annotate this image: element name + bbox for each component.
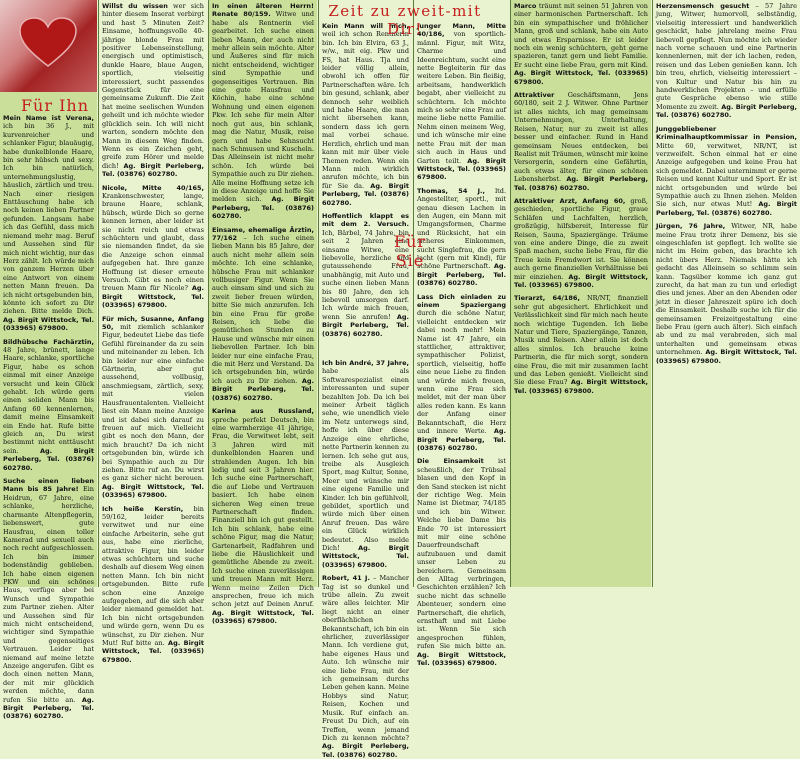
ad-text: spreche perfekt Deutsch, bin eine warmherzige 41 jährige, Frau, die Verwitwet lebt, seit 3 Jahren wird mit dunkelblonden Haaren und strahlenden Augen. Ich bin ledig und seit 3 Jahren hier. Ich suche eine Partnerschaft, die auf Liebe und Vertrauen basiert. Ich habe einen sicheren Weg einen treue Partnerschaft finden. Finanziell bin ich gut gestellt. Ich bin schlank, habe eine schöne Figur, mag die Natur, Gartenarbeit, Radfahren und liebe die Häuslichkeit und gemütliche Abende zu zweit. Ich suche einen zuverlässigen und treuen Mann mit Herz. Wenn meine Zeilen Dich ansprechen, freue ich mich schon jetzt auf Deinen Anruf.	[212, 415, 314, 609]
ad-agency: Ag. Birgit Perleberg, Tel. (03876) 602780.	[417, 427, 506, 452]
ad-text: 48 Jahre, brünett, lange Haare, schlanke, sportliche Figur, habe es schon einmal mit einer Anzeige versucht und kein Glück gehabt. Ich würde gern einen soliden Mann bis Anfang 60 kennenlernen, damit meine Einsamkeit ein Ende hat. Rufe bitte gleich an, Du wirst bestimmt nicht enttäuscht sein.	[3, 345, 94, 455]
ad-willst-du-wissen	[102, 2, 204, 179]
ad-jens	[514, 91, 648, 192]
ad-kerstin	[102, 505, 204, 665]
ad-lead: Für mich, Susanne, Anfang 50,	[102, 314, 204, 332]
ad-lead: Attraktiver Arzt, Anfang 60,	[514, 196, 626, 205]
ad-lead: Kein Mann will mich,	[322, 22, 409, 30]
ad-agency: Ag. Birgit Wittstock, Tel. (033965) 679800.	[212, 608, 314, 626]
ad-text: weil ich schon Rentnerin bin. Ich bin Elvira, 63 J., w/w., mit eig. Pkw und FS, hat Haus. Tja und leider völlig allein, obwohl ich offen für Partnerschaften wäre. Ich bin gesund, schlank, aber dennoch sehr weiblich und habe Haare, die man nicht übersehen kann, sondern dass ich gern mal vorbei schaue. Herzlich, ehrlich und man kann mit mir über viele Themen reden. Wenn ein Mann mich wirklich anrufen möchte, ich bin für Sie da.	[322, 30, 409, 190]
ad-agency: Ag. Birgit Wittstock, Tel. (033965) 679800.	[102, 482, 204, 500]
column-4	[319, 0, 412, 759]
ad-lead: Ich heiße Kerstin,	[102, 504, 184, 513]
heading-fuer-sie: Für Sie	[393, 232, 427, 270]
ad-dietmar	[417, 457, 506, 667]
ad-lead: Ich bin André, 37 Jahre,	[322, 359, 409, 368]
ad-lead: Junggebliebener Kriminalhauptkommissar in Pension,	[656, 124, 797, 142]
column-5	[414, 0, 509, 668]
ad-karina	[212, 407, 314, 626]
ad-text: Krankenschwester, lange, braune Haare, schlank, hübsch, würde Dich so gerne kennen lernen, aber leider ist sie nicht reich und etwas schüchtern und glaubt, dass sie niemanden findet, da sie die Anzeige schon einmal aufgegeben hat. Ihre ganze Hoffnung ist dieser erneute Versuch. Gibt es noch einen treuen Mann für Nicole?	[102, 191, 204, 293]
ad-robert	[322, 574, 409, 759]
ad-spaziergang	[417, 293, 506, 453]
ad-agency: Ag. Birgit Wittstock, Tel. (033965) 679800.	[656, 348, 797, 365]
ad-agency: Ag. Birgit Wittstock, Tel. (033965) 679800.	[417, 156, 506, 182]
ad-lead: In einen älteren Herrn! Renate 80/159.	[212, 2, 314, 19]
ad-nicole	[102, 184, 204, 310]
ad-text: mit ziemlich schlanker Figur, bedeutet Liebe das tiefe Gefühl füreinander da zu sein und miteinander zu leben. Ich bin leider nur eine einfache Gärtnerin, aber gut aussehend, vollbusig, anschmiegsam, zärtlich, sexy, mit vielen Hausfrauentalenten. Vielleicht liest ein Mann meine Anzeige und ist dabei sich darauf zu freuen auf mich. Vielleicht gibt es noch den Mann, der mich braucht? Da ich nicht ortsgebunden bin, würde ich bei Sympathie auch zu Dir ziehen. Bitte ruf an. Du wirst es ganz sicher nicht bereuen.	[102, 323, 204, 483]
column-2	[99, 0, 207, 664]
ad-tierarzt	[514, 294, 648, 395]
ad-text: Mitte 60, verwitwet, NR/NT, ist verzweifelt. Schon einmal hat er eine Anzeige aufgegeben und keine Frau hat sich gemeldet. Dabei unternimmt er gerne Reisen und kennt Kultur und Sport. Er ist nicht ortsgebunden und würde bei Sympathie auch zu Ihnen ziehen. Melden Sie sich, nur etwas Mut!	[656, 141, 797, 209]
ad-juergen	[656, 222, 797, 365]
ad-heidrun	[3, 477, 94, 721]
ad-agency: Ag. Birgit Perleberg, Tel. (03876) 602780.	[322, 742, 409, 759]
ad-agency: Ag. Birgit Wittstock, Tel. (033965) 679800.	[322, 543, 409, 569]
ad-agency: Ag. Birgit Perleberg, Tel. (03876) 602780.	[656, 200, 797, 217]
column-4-subheader-space	[322, 343, 409, 359]
ad-lead: Bildhübsche Fachärztin,	[3, 337, 94, 346]
ad-text: – Ich suche einen lieben Mann bis 85 Jahre, der auch nicht mehr allein sein möchte. Ich eine schlanke, hübsche Frau mit schlanker vollbusiger Figur. Wenn Sie auch einsam sind und sich zu zweit lieber freuen würden, bitte Sie mich anzurufen. Ich bin eine Frau für große Reisen, ich liebe die gemütlichen Stunden zu Hause und wünsche mir einen liebevollen Partner. Ich bin leider nur eine einfache Frau, die mit Herz und Verstand. Da ich ortsgebunden bin, würde ich auch zu Dir ziehen.	[212, 233, 314, 385]
column-6	[511, 0, 651, 587]
ad-elvira	[322, 22, 409, 207]
heading-fuer-ihn: Für Ihn	[20, 96, 90, 115]
ad-agency: Ag. Birgit Perleberg, Tel. (03876) 602780.	[102, 161, 204, 179]
ad-verena	[3, 114, 94, 333]
ad-lead: Die Einsamkeit	[417, 457, 484, 466]
ad-text: groß, geschieden, sportliche Figur, graue Schläfen und Lachfalten, herzlich, großzügig, hilfsbereit, Interesse für Reisen, Sauna, Spaziergänge. Träume von eine andere Dinge, die zu zweit Spaß machen, suche liebe Frau, für die Treue kein Fremdwort ist. Sie können auch gerne finanziellen Verhältnisse bei mir einziehen.	[514, 196, 648, 281]
ad-lead: Herzensmensch gesucht	[656, 2, 750, 10]
ad-lead: Thomas, 54 J.,	[417, 186, 485, 195]
ad-text: Witwe und habe als Rentnerin viel gearbeitet. Ich suche einen lieben Mann, der auch nicht mehr allein sein möchte. Alter und Äußeres sind für mich nicht entscheidend, wichtiger sind Sympathie und gegenseitiges Vertrauen. Bin eine gute Hausfrau und Köchin, habe eine schöne Wohnung und einen eigenen Pkw. Ich sehe für mein Alter noch gut aus, bin schlank, mag die Natur, Musik, reise gern und habe Sehnsucht nach Schmusen und Kuscheln. Das Alleinsein ist nicht mehr schön. Ich würde bei Sympathie auch zu Dir ziehen. Alle meine Hoffnung setze ich in diese Anzeige und hoffe Sie melden sich.	[212, 10, 314, 204]
ad-text: Ich, Bärbel, 74 Jahre, bin seit 2 Jahren eine einsame Witwe, eine liebevolle, herzliche und gutaussehende Frau, unabhängig, mit Auto und suche einen lieben Mann bis 80 Jahre, den ich liebevoll umsorgen darf. Ich würde mich freuen, wenn Sie anrufen!	[322, 228, 409, 321]
ad-lead: Tierarzt, 64/186,	[514, 294, 580, 303]
ad-lead: Karina aus Russland,	[212, 407, 314, 416]
hearts-photo	[0, 0, 97, 92]
ad-text: NR/NT, finanziell sehr gut abgesichert. Ehrlichkeit und Verlässlichkeit sind für mich nach heute noch wichtige Tugenden. Ich liebe Natur und Tiere, Spaziergänge, Tanzen, Musik und Reisen. Aber allein ist doch alles sinnlos. Ich brauche keine Partnerin, die für mich sorgt, sondern eine Frau, die mit mir zusammen lacht und das Leben genießt. Vielleicht sind Sie diese Frau?	[514, 294, 648, 387]
ad-lead: Mein Name ist Verena,	[3, 114, 94, 122]
column-7	[653, 0, 800, 587]
ad-lead: Robert, 41 J.	[322, 574, 370, 583]
ad-text: Witwer, NR, habe meine Frau trotz ihrer Demenz, bis sie eingeschlafen ist gepflegt. Ich wollte sie nicht im Heim geben, das brachte ich nicht übers Herz. Niemals hätte ich gedacht das Alleinsein so schlimm sein kann. Tagsüber komme ich ganz gut zurecht, da hat man zu tun und erledigt dies und jenes. Aber an den Abenden oder jetzt in dieser Jahreszeit spüre ich doch die Einsamkeit. Deshalb suche ich für die gemeinsamen Freizeitgestaltung eine liebe Frau (gern auch älter). Sich einfach ab und zu mal verabreden, sich mal unterhalten und gemeinsam etwas unternehmen.	[656, 222, 797, 357]
ad-lead: Junger Mann, Mitte 40/186,	[417, 22, 506, 39]
ad-agency: Ag. Birgit Perleberg, Tel. (03876) 602780.	[212, 376, 314, 402]
column-3	[209, 0, 317, 626]
ad-text: von sportlich-männl. Figur, mit Witz, Charme und Ideenreichtum, sucht eine nette Begleiterin für das weitere Leben. Bin fleißig, arbeitsam, handwerklich begabt, aber vielleicht zu schüchtern. Ich möchte mich so sehr eine Frau auf meine liebe nette Familie. Nehm einen meinem Weg, und ich wünsche mir eine nette Frau mit der man sich auch in Haus und Garten teilt.	[417, 30, 506, 165]
ad-text: ich bin 36 J., mit kurvenreicher und schlanker Figur, blauäugig, habe dunkelblonde Haare, bin sehr hübsch und sexy. Ich bin natürlich, unternehmungslustig, häuslich, zärtlich und treu. Nach einer riesigen Enttäuschung habe ich noch keinen lieben Partner gefunden. Langsam habe ich das Gefühl, dass mich niemand mehr mag. Beruf und Aussehen sind für mich nicht wichtig, nur das Herz zählt. Ich würde mich von ganzem Herzen über eine Antwort von einem netten Mann freuen. Da ich nicht ortsgebunden bin, könnte ich sofort zu Dir ziehen. Bitte melde Dich.	[3, 122, 95, 316]
ad-agency: Ag. Birgit Wittstock, Tel. (033965) 679800.	[514, 378, 648, 395]
ad-lead: Jürgen, 76 Jahre,	[656, 222, 726, 231]
ad-fachaerztin	[3, 338, 94, 473]
ad-text: träumt mit seinen 51 Jahren von einer harmonischen Partnerschaft. Ich bin ein sympathischer und fröhlicher Mann, groß und schlank, habe ein Auto und etwas Ersparnisse. Er ist leider noch ein wenig schüchtern, geht gerne spazieren, tanzt gern und liebt Familie. Er sucht eine liebe Frau, gern mit Kind.	[514, 2, 648, 69]
ad-text: durch die schöne Natur, vielleicht entdecken wir dabei noch mehr! Mein Name ist 47 Jahre, ein stattlicher, attraktiver, sympathischer Polizist, sportlich, vielseitig, hoffe eine neue Liebe zu finden und würde mich freuen, wenn eine Frau sich meldet, mit der man über alles reden kann. Es kann der Anfang einer Bekanntschaft, die Herz und innere Werte.	[417, 309, 506, 436]
ad-text: – Mancher Tag ist so dunkel und trübe allein. Zu zweit wäre alles leichter. Mir liegt nicht an einer oberflächlichen Bekanntschaft, ich bin ein ehrlicher, zuverlässiger Mann. Ich verdiene gut, habe eigenes Haus und Auto. Ich wünsche mir eine liebe Frau, mit der ich gemeinsam durchs Leben gehen kann. Meine Hobbys sind Natur, Reisen, Kochen und Musik. Ruf einfach an. Freust Du Dich, auf ein Treffen, wenn jemand Dich zu kennen möchte?	[322, 574, 409, 742]
ad-agency: Ag. Birgit Wittstock, Tel. (033965) 679800.	[514, 69, 648, 86]
ad-baerbel	[322, 212, 409, 338]
ad-text: ltd. Angestellter, sportl., mit genau diesen Lachen in den Augen, ein Mann mit Umgangsformen, Charme und Rücksicht, hat ein sicheres Einkommen, sucht Singlefrau, die gern lacht (gern mit Kind), für schöne Partnerschaft.	[417, 186, 507, 271]
ad-arzt	[514, 197, 648, 289]
ad-lead: Marco	[514, 2, 537, 10]
ad-agency: Ag. Birgit Perleberg, Tel. (03876) 602780.	[3, 695, 94, 721]
ad-aerztin	[212, 226, 314, 403]
ad-agency: Ag. Birgit Wittstock, Tel. (033965) 679800.	[102, 639, 204, 664]
ad-agency: Ag. Birgit Perleberg, Tel. (03876) 602780.	[212, 195, 314, 221]
ad-text: Geschäftsmann, Jens 60/180, seit 2 J. Witwer. Ohne Partner ist alles nichts, ich mag gemeinsam Unternehmungen, Unterhaltung, Reisen, Natur, nur zu zweit ist alles besser und einfacher. Rund in Hand gemeinsam Neues entdecken, bei Realist mit Träumen, wünscht mir keine Versorgerin, sondern eine Gefährtin, auch etwas älter, für einen schönen Lebensherbst.	[514, 91, 648, 184]
ad-agency: Ag. Birgit Perleberg, Tel. (03876) 602780.	[514, 175, 648, 192]
heading-zeit-zu-zweit: Zeit zu zweit-mit Dir!	[328, 2, 482, 38]
ad-andre	[322, 359, 409, 569]
ad-agency: Ag. Birgit Wittstock, Tel. (033965) 679800.	[102, 284, 204, 310]
ad-agency: Ag. Birgit Wittstock, Tel. (033965) 679800.	[3, 315, 94, 333]
heart-icon	[20, 18, 76, 68]
ad-text: habe als Softwarespezialist einen interessanten und super bezahlten Job. Da ich bei meiner Arbeit täglich sehe, wie unendlich viele im Netz unterwegs sind, hoffe ich über diese Anzeige eine ehrliche, nette Partnerin kennen zu lernen. Ich sehe gut aus, treibe als Ausgleich Sport, mag Kultur, Sonne, Meer und wünsche mir eine eigene Familie und Kinder. Ich bin gefühlvoll, gebildet, sportlich und würde mich über einen Anruf freuen. Das wäre ein Glück wirklich bedeutet. Also melde Dich!	[322, 367, 409, 552]
ad-text: wer sich hinter diesem Inserat verbirgt und hast 5 Minuten Zeit? Einsame, hoffnungsvolle 40-jährige blonde Frau mit positiver Lebenseinstellung, energisch und optimistisch, dunkle Haare, blaue Augen, sportlich, vielseitig interessiert, sucht passendes Gegenstück für eine gemeinsame Zukunft. Die Zeit hat meine seelischen Wunden geheilt und ich möchte wieder glücklich sein. Ich will nicht warten, sondern möchte den Mann in diesem Weg finden. Wenn es ein Zeichen geht, greife zum Hörer und melde dich!	[102, 2, 204, 170]
ad-marco	[514, 2, 648, 86]
ad-text: bin 59/162, leider bereits verwitwet und nur eine einfache Arbeiterin, sehe gut aus, habe eine zierliche, attraktive Figur, bin leider etwas schüchtern und suche deshalb auf diesem Weg einen netten Mann. Ich bin nicht ortsgebunden. Bitte rufe schon eine Anzeige aufgegeben, auf die sich aber leider niemand gemeldet hat. Ich bin nicht ortsgebunden und würde gern, wenn Du es wünschst, zu Dir ziehen. Nur Mut! Ruf bitte an.	[102, 504, 204, 648]
ad-agency: Ag. Birgit Wittstock, Tel. (033965) 679800.	[514, 272, 648, 289]
ad-lead: Suche einen lieben Mann bis 85 Jahre!	[3, 477, 94, 494]
ad-junger-mann	[417, 22, 506, 182]
ad-kommissar	[656, 125, 797, 217]
ad-renate	[212, 2, 314, 221]
ad-agency: Ag. Birgit Perleberg, Tel. (03876) 602780.	[3, 446, 94, 472]
ad-agency: Ag. Birgit Perleberg, Tel. (03876) 602780.	[656, 102, 797, 120]
ad-agency: Ag. Birgit Perleberg, Tel. (03876) 602780.	[322, 312, 409, 338]
ad-agency: Ag. Birgit Wittstock, Tel. (033965) 679800.	[417, 650, 506, 668]
ad-agency: Ag. Birgit Perleberg, Tel. (03876) 602780.	[417, 262, 506, 288]
ad-text: Ein Heidrun, 67 Jahre, eine schlanke, herzliche, charmante Altenpflegerin, liebenswert, gute Hausfrau, einen toller Kamerad und sexuell auch noch recht aufgeschlossen. Ich bin immer bodenständig geblieben. Ich habe einen eigenen PKW und ein schönes Haus, verfüge aber bei Wunsch und Sympathie zum Partner ziehen. Alter und Aussehen sind für mich nicht entscheidend, wichtiger sind Sympathie und gegenseitiges Vertrauen. Leider hat niemand auf meine letzte Anzeige angerufen. Gibt es doch einen netten Mann, der mit mir glücklich werden möchte, dann rufen Sie bitte an.	[3, 485, 94, 704]
ad-lead: Attraktiver	[514, 91, 555, 100]
ad-text: ist scheußlich, der Trübsal blasen und den Kopf in den Sand stecken ist nicht der richtige Weg. Mein Name ist Dietmar, 74/185 und ich bin Witwer. Welche liebe Dame bis Ende 70 ist interessiert mit mir eine schöne Dauerfreundschaft aufzubauen und damit unser Leben zu bereichern. Gemeinsam den Alltag verbringen, Geschichten erzählen? Ich suche nicht das schnelle Abenteuer, sondern eine Partnerschaft, die ehrlich, ernsthaft und mit Liebe ist. Wenn Sie sich angesprochen fühlen, rufen Sie mich bitte an.	[417, 457, 507, 651]
ad-agency: Ag. Birgit Perleberg, Tel. (03876) 602780.	[322, 181, 409, 207]
ad-susanne	[102, 315, 204, 500]
ad-text: – 57 Jahre jung, Witwer, humorvoll, selbständig, vielseitig interessiert und handwerklich geschickt, habe jahrelang meine Frau liebevoll gepflegt. Nun möchte ich wieder nach vorne schauen und eine Partnerin kennenlernen, mit der ich lachen, reden, reisen und das Leben genießen kann. Ich bin treu, ehrlich, vielseitig interessiert – von Kultur und Natur bis hin zu handwerklichen Projekten – und erfülle gute Gespräche ebenso wie stille Momente zu zweit.	[656, 2, 798, 111]
ad-lead: Nicole, Mitte 40/165,	[102, 183, 204, 192]
ad-lead: Einsame, ehemalige Ärztin, 77/162	[212, 225, 314, 242]
ad-lead: Willst du wissen	[102, 2, 168, 10]
ad-herzensmensch	[656, 2, 797, 120]
ad-lead: Lass Dich einladen zu einem Spaziergang	[417, 292, 506, 309]
ad-lead: Hoffentlich klappt es mit dem 2. Versuch.	[322, 211, 409, 229]
